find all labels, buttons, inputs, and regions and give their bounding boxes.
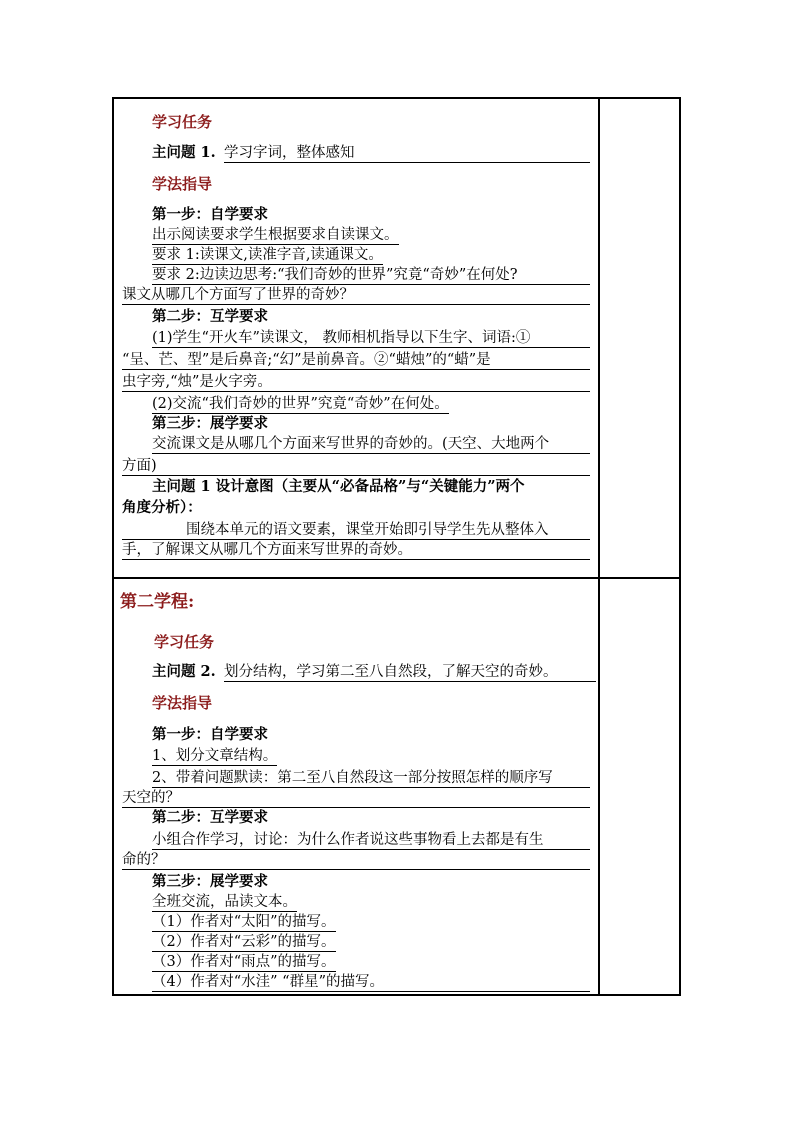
question-label: 主问题 1.: [152, 144, 216, 161]
column-divider: [598, 99, 600, 994]
step3-line: 方面): [122, 457, 590, 476]
step3-line: （4）作者对“水洼” “群星”的描写。: [152, 973, 590, 992]
step2-line: (2)交流“我们奇妙的世界”究竟“奇妙”在何处。: [152, 396, 449, 412]
step3-title: 第三步：展学要求: [152, 873, 268, 890]
section-2-cell: [114, 579, 596, 994]
step1-title: 第一步：自学要求: [152, 726, 268, 743]
step2-title: 第二步：互学要求: [152, 308, 268, 325]
step1-line: 出示阅读要求学生根据要求自读课文。: [152, 227, 399, 243]
design-line: [122, 521, 590, 540]
lesson-table: [112, 97, 681, 996]
step1-line: 要求 2:边读边思考:“我们奇妙的世界”究竟“奇妙”在何处?: [152, 266, 590, 285]
task-heading: 学习任务: [154, 633, 215, 651]
step3-line: （1）作者对“太阳”的描写。: [152, 914, 336, 930]
step3-line: 交流课文是从哪几个方面来写世界的奇妙的。(天空、大地两个: [152, 435, 590, 454]
question-text-content: 学习字词，整体感知: [224, 145, 355, 161]
step2-line: (1)学生“开火车”读课文， 教师相机指导以下生字、词语:①: [152, 329, 590, 348]
step2-line: 小组合作学习，讨论：为什么作者说这些事物看上去都是有生: [152, 831, 590, 850]
design-line: 手，了解课文从哪几个方面来写世界的奇妙。: [122, 541, 590, 560]
question-text-content: 划分结构，学习第二至八自然段，了解天空的奇妙。: [224, 664, 558, 680]
design-line-content: 围绕本单元的语文要素，课堂开始即引导学生先从整体入: [186, 522, 549, 538]
step1-line: 1、划分文章结构。: [152, 748, 278, 764]
step2-line: 命的？: [122, 851, 590, 870]
step3-line: （2）作者对“云彩”的描写。: [152, 934, 336, 950]
step1-line: 天空的？: [122, 789, 590, 808]
step2-line: “呈、芒、型”是后鼻音;“幻”是前鼻音。②“蜡烛”的“蜡”是: [122, 351, 590, 370]
method-heading: 学法指导: [152, 694, 213, 712]
question-text: [224, 144, 590, 163]
method-heading: 学法指导: [152, 175, 213, 193]
task-heading: 学习任务: [152, 113, 213, 131]
step3-title: 第三步：展学要求: [152, 415, 268, 432]
step2-title: 第二步：互学要求: [152, 809, 268, 826]
question-label: 主问题 2.: [152, 663, 216, 680]
design-title: 角度分析）：: [122, 499, 202, 516]
section-1-cell: [114, 99, 596, 577]
process-heading: 第二学程:: [120, 592, 195, 612]
question-text: [224, 663, 596, 682]
step1-line: 要求 1:读课文,读准字音,读通课文。: [152, 247, 383, 263]
step1-title: 第一步：自学要求: [152, 206, 268, 223]
step1-line: 2、带着问题默读：第二至八自然段这一部分按照怎样的顺序写: [152, 769, 590, 788]
design-title: 主问题 1 设计意图（主要从“必备品格”与“关键能力”两个: [152, 478, 525, 495]
step1-line: 课文从哪几个方面写了世界的奇妙？: [122, 286, 590, 305]
step2-line: 虫字旁,“烛”是火字旁。: [122, 373, 590, 392]
step3-line: 全班交流，品读文本。: [152, 894, 297, 910]
step3-line: （3）作者对“雨点”的描写。: [152, 954, 336, 970]
